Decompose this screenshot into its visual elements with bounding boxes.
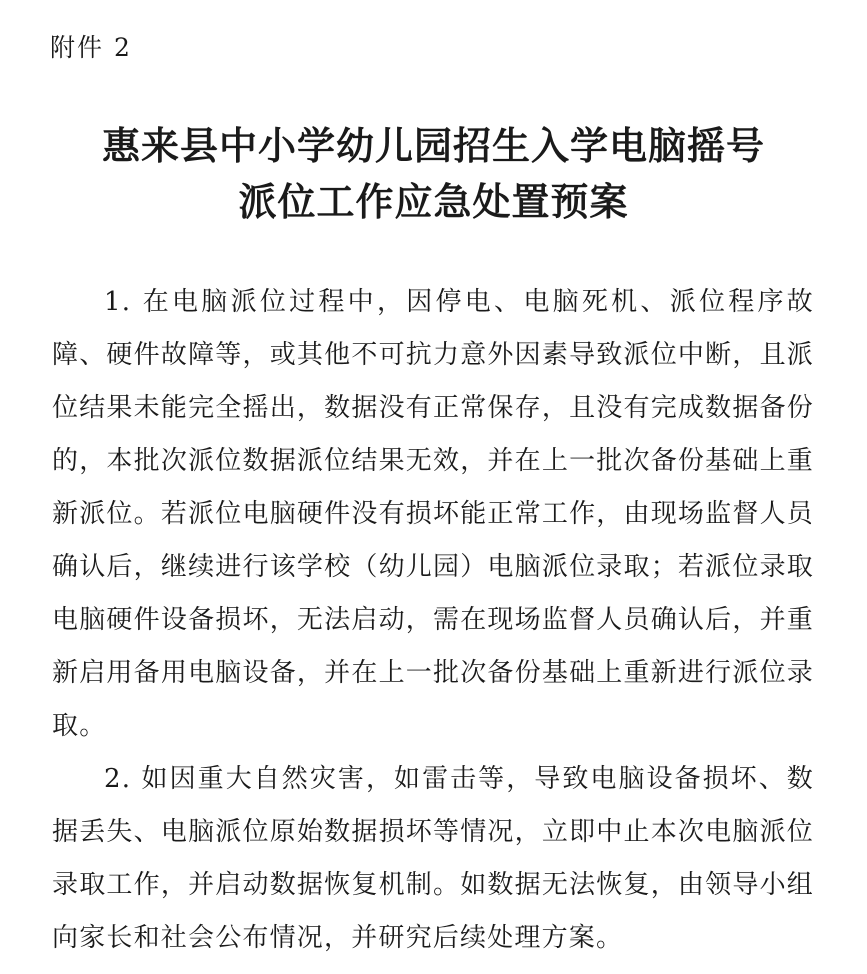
document-body [52, 276, 814, 965]
paragraph-2: 2. 如因重大自然灾害，如雷击等，导致电脑设备损坏、数据丢失、电脑派位原始数据损坏等情况，立即中止本次电脑派位录取工作，并启动数据恢复机制。如数据无法恢复，由领导小组向家长和社会公布情况，并研究后续处理方案。 [52, 764, 814, 953]
attachment-label: 附件 2 [50, 33, 132, 62]
title-line-2: 派位工作应急处置预案 [238, 180, 629, 224]
document-title [40, 118, 827, 230]
paragraph-1: 1. 在电脑派位过程中，因停电、电脑死机、派位程序故障、硬件故障等，或其他不可抗力意外因素导致派位中断，且派位结果未能完全摇出，数据没有正常保存，且没有完成数据备份的，本批次派位数据派位结果无效，并在上一批次备份基础上重新派位。若派位电脑硬件没有损坏能正常工作，由现场监督人员确认后，继续进行该学校（幼儿园）电脑派位录取；若派位录取电脑硬件设备损坏，无法启动，需在现场监督人员确认后，并重新启用备用电脑设备，并在上一批次备份基础上重新进行派位录取。 [52, 287, 814, 741]
title-line-1: 惠来县中小学幼儿园招生入学电脑摇号 [101, 124, 765, 168]
